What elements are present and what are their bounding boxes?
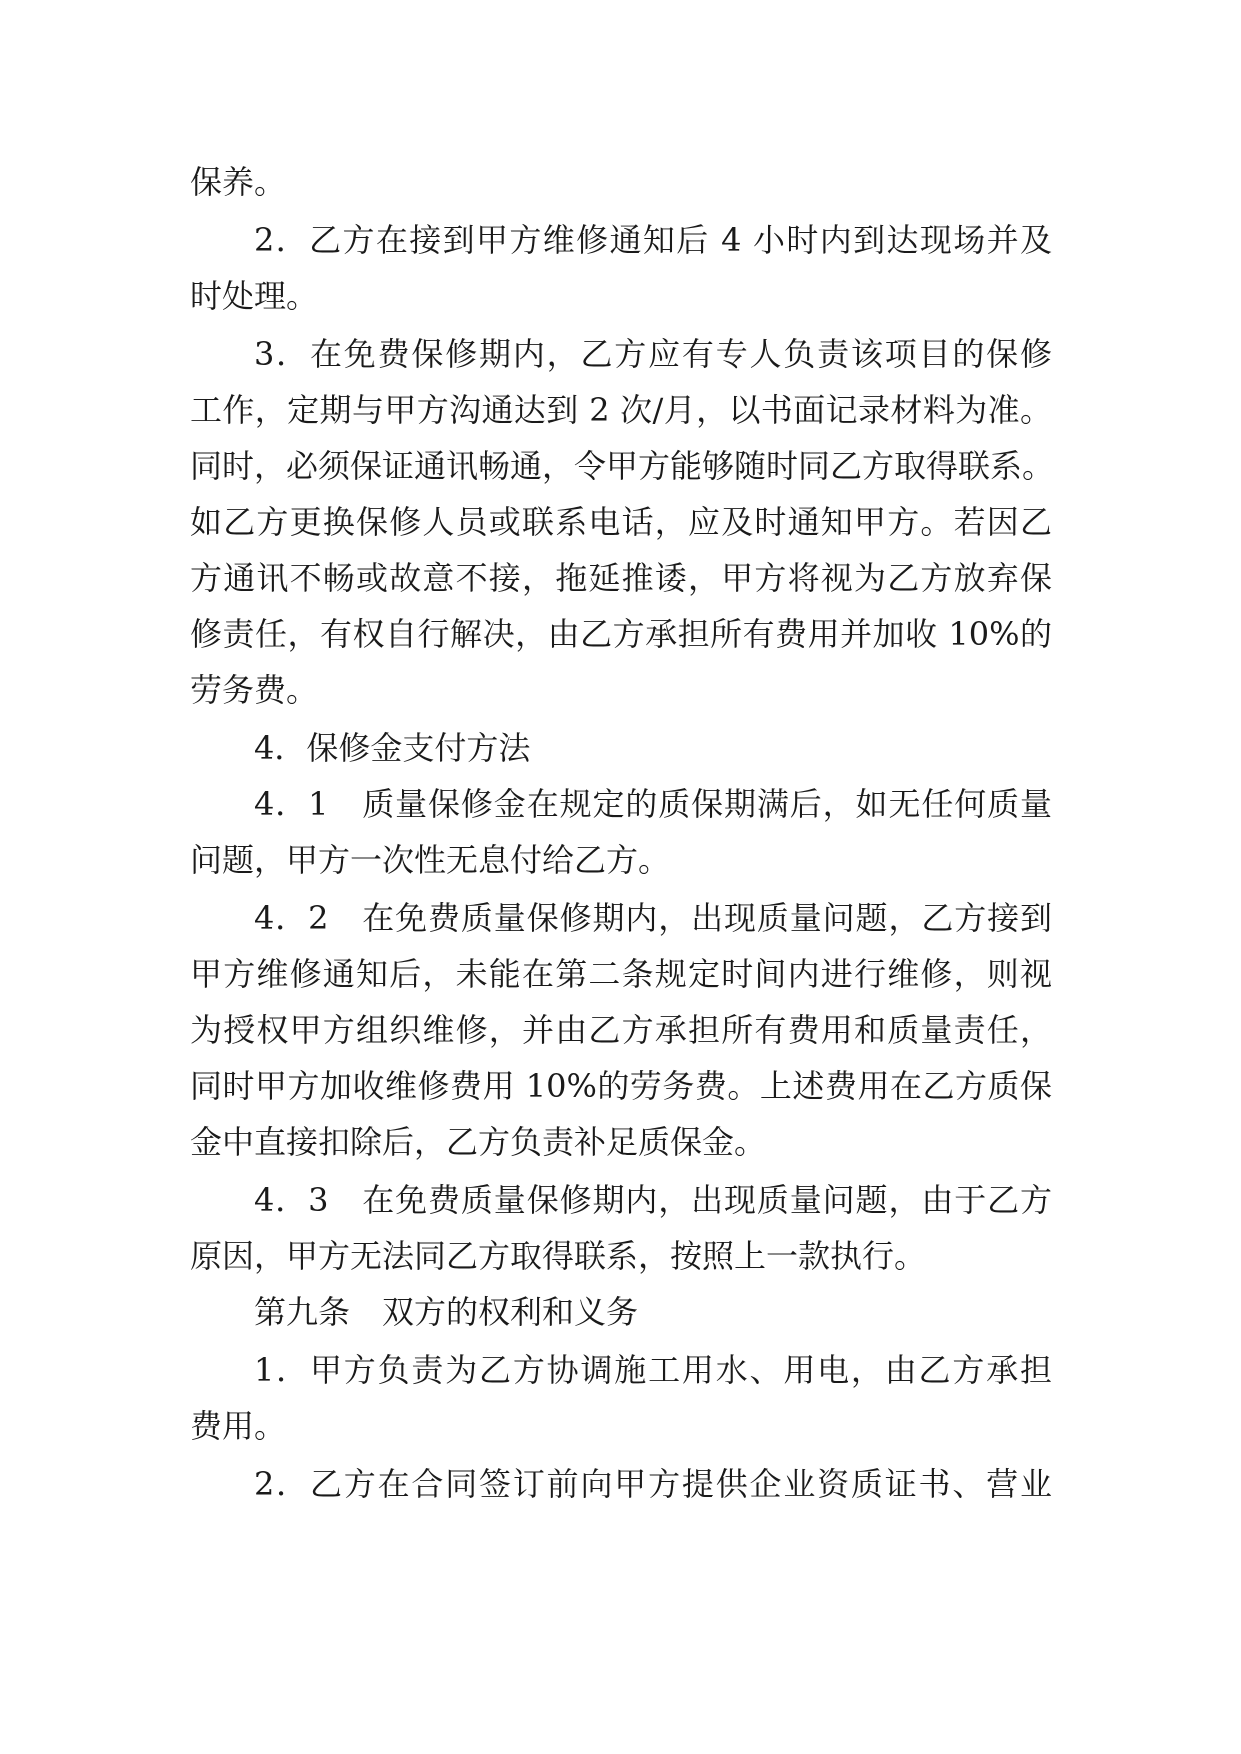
section-heading: 4．保修金支付方法 [254, 729, 531, 767]
text-line: 保养。 [190, 163, 287, 201]
text-line: 费用。 [190, 1407, 287, 1445]
text-line: 劳务费。 [190, 671, 319, 709]
text-line: 为授权甲方组织维修，并由乙方承担所有费用和质量责任， [190, 1011, 1052, 1049]
text-line: 1．甲方负责为乙方协调施工用水、用电，由乙方承担 [254, 1351, 1052, 1389]
text-line: 问题，甲方一次性无息付给乙方。 [190, 841, 671, 879]
text-line: 方通讯不畅或故意不接，拖延推诿，甲方将视为乙方放弃保 [190, 559, 1052, 597]
text-line: 同时，必须保证通讯畅通，令甲方能够随时同乙方取得联系。 [190, 447, 1055, 485]
text-line: 4．1 质量保修金在规定的质保期满后，如无任何质量 [254, 785, 1052, 823]
article-heading: 第九条 双方的权利和义务 [254, 1293, 639, 1331]
text-line: 2．乙方在合同签订前向甲方提供企业资质证书、营业 [254, 1465, 1052, 1503]
text-line: 4．3 在免费质量保修期内，出现质量问题，由于乙方 [254, 1181, 1052, 1219]
text-line: 原因，甲方无法同乙方取得联系，按照上一款执行。 [190, 1237, 927, 1275]
text-line: 4．2 在免费质量保修期内，出现质量问题，乙方接到 [254, 899, 1052, 937]
text-line: 2．乙方在接到甲方维修通知后 4 小时内到达现场并及 [254, 221, 1052, 259]
text-line: 时处理。 [190, 277, 319, 315]
text-line: 如乙方更换保修人员或联系电话，应及时通知甲方。若因乙 [190, 503, 1052, 541]
text-line: 3．在免费保修期内，乙方应有专人负责该项目的保修 [254, 335, 1052, 373]
text-line: 甲方维修通知后，未能在第二条规定时间内进行维修，则视 [190, 955, 1052, 993]
text-line: 金中直接扣除后，乙方负责补足质保金。 [190, 1123, 767, 1161]
text-line: 同时甲方加收维修费用 10%的劳务费。上述费用在乙方质保 [190, 1067, 1052, 1105]
text-line: 修责任，有权自行解决，由乙方承担所有费用并加收 10%的 [190, 615, 1052, 653]
text-line: 工作，定期与甲方沟通达到 2 次/月，以书面记录材料为准。 [190, 391, 1052, 429]
